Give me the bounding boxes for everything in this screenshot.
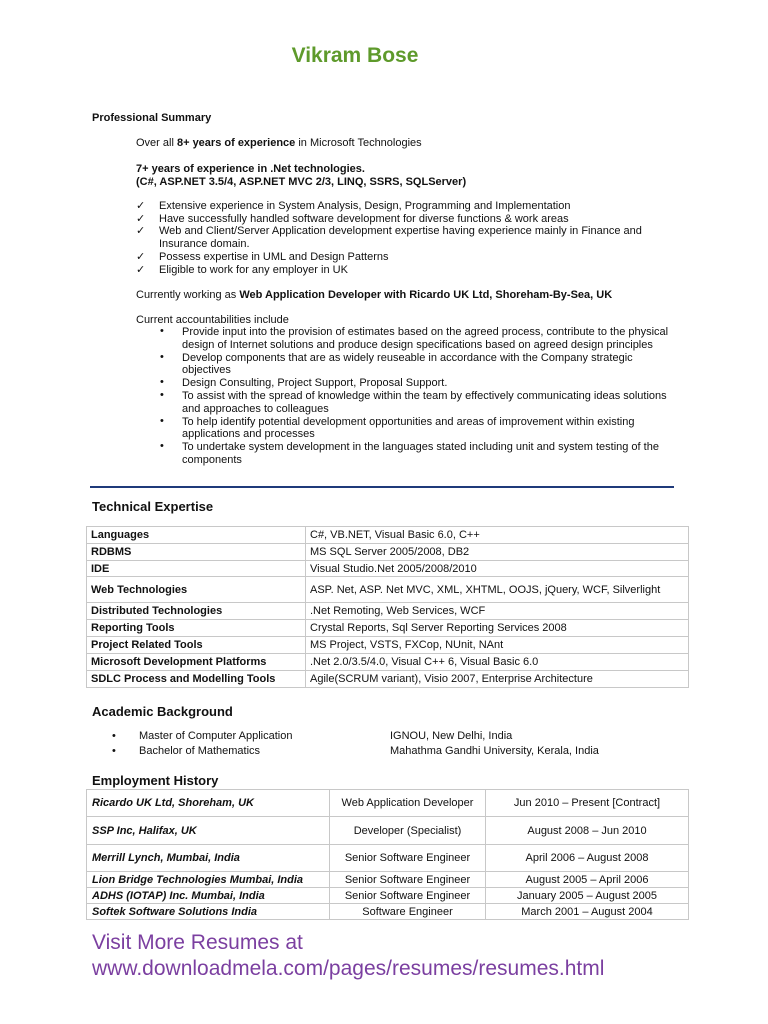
role: Software Engineer — [330, 904, 486, 920]
accountability-text: To help identify potential development opportunities and areas of improvement within existing applications and processes — [182, 415, 635, 441]
table-row — [87, 577, 689, 603]
net-technologies-line: (C#, ASP.NET 3.5/4, ASP.NET MVC 2/3, LINQ, SSRS, SQLServer) — [136, 176, 467, 188]
professional-summary-heading: Professional Summary — [92, 112, 212, 124]
table-row — [87, 888, 689, 904]
accountability-item — [160, 326, 676, 352]
bullet-icon: • — [160, 376, 164, 389]
bullet-icon: • — [160, 414, 164, 427]
table-row — [87, 637, 689, 654]
footer-link[interactable] — [92, 930, 604, 982]
accountability-text: To undertake system development in the languages stated including unit and system testing of the components — [182, 441, 659, 466]
dates: April 2006 – August 2008 — [486, 845, 689, 872]
bullet-icon: • — [160, 388, 164, 401]
company: Lion Bridge Technologies Mumbai, India — [87, 872, 330, 888]
skill-category: RDBMS — [87, 544, 306, 561]
company: Merrill Lynch, Mumbai, India — [87, 845, 330, 872]
accountability-text: Develop components that are as widely reuseable in accordance with the Company strategic objectives — [182, 351, 633, 377]
check-icon: ✓ — [136, 250, 146, 263]
table-row — [87, 527, 689, 544]
dates: March 2001 – August 2004 — [486, 904, 689, 920]
dates: January 2005 – August 2005 — [486, 888, 689, 904]
overall-pre: Over all — [136, 137, 177, 149]
academic-list — [112, 730, 672, 760]
role: Developer (Specialist) — [330, 817, 486, 845]
list-item — [112, 745, 672, 760]
accountability-item — [160, 352, 676, 378]
dates: August 2005 – April 2006 — [486, 872, 689, 888]
company: SSP Inc, Halifax, UK — [87, 817, 330, 845]
check-text: Eligible to work for any employer in UK — [159, 263, 348, 276]
check-item — [136, 251, 684, 264]
current-bold: Web Application Developer with Ricardo UK Ltd, Shoreham-By-Sea, UK — [239, 289, 613, 301]
accountabilities-heading: Current accountabilities include — [136, 314, 289, 326]
employment-history-heading: Employment History — [92, 773, 219, 788]
table-row — [87, 671, 689, 688]
check-icon: ✓ — [136, 212, 146, 225]
skill-category: Microsoft Development Platforms — [87, 654, 306, 671]
table-row — [87, 544, 689, 561]
technical-expertise-heading: Technical Expertise — [92, 499, 214, 514]
check-item — [136, 225, 684, 250]
company: Ricardo UK Ltd, Shoreham, UK — [87, 790, 330, 817]
skill-values: .Net 2.0/3.5/4.0, Visual C++ 6, Visual Basic 6.0 — [306, 654, 689, 671]
bullet-icon: • — [160, 440, 164, 453]
current-position-line — [136, 289, 612, 302]
skill-category: Languages — [87, 527, 306, 544]
degree: Bachelor of Mathematics — [139, 745, 261, 757]
dates: August 2008 – Jun 2010 — [486, 817, 689, 845]
accountability-item — [160, 377, 676, 390]
technical-expertise-table — [86, 526, 689, 688]
degree: Master of Computer Application — [139, 730, 293, 742]
employment-history-table — [86, 789, 689, 920]
accountability-text: Provide input into the provision of estimates based on the agreed process, contribute to the physical design of Internet solutions and produce design specifications based on agreed design principles — [182, 326, 669, 351]
skill-category: Project Related Tools — [87, 637, 306, 654]
table-row — [87, 603, 689, 620]
candidate-name: Vikram Bose — [291, 44, 419, 67]
skill-category: Web Technologies — [87, 577, 306, 603]
dates: Jun 2010 – Present [Contract] — [486, 790, 689, 817]
bullet-icon: • — [160, 350, 164, 363]
check-item — [136, 264, 684, 277]
bullet-icon: • — [160, 325, 164, 337]
skill-values: Agile(SCRUM variant), Visio 2007, Enterprise Architecture — [306, 671, 689, 688]
role: Senior Software Engineer — [330, 872, 486, 888]
bullet-icon: • — [112, 745, 116, 757]
accountability-item — [160, 416, 676, 442]
skill-values: ASP. Net, ASP. Net MVC, XML, XHTML, OOJS, jQuery, WCF, Silverlight — [306, 577, 689, 603]
check-icon: ✓ — [136, 225, 146, 238]
institution: IGNOU, New Delhi, India — [390, 730, 513, 742]
accountability-item — [160, 390, 676, 416]
company: Softek Software Solutions India — [87, 904, 330, 920]
section-divider — [90, 486, 674, 488]
company: ADHS (IOTAP) Inc. Mumbai, India — [87, 888, 330, 904]
skill-values: .Net Remoting, Web Services, WCF — [306, 603, 689, 620]
table-row — [87, 561, 689, 577]
skill-values: MS SQL Server 2005/2008, DB2 — [306, 544, 689, 561]
overall-post: in Microsoft Technologies — [295, 137, 422, 149]
check-item — [136, 213, 684, 226]
skill-category: Distributed Technologies — [87, 603, 306, 620]
check-icon: ✓ — [136, 200, 146, 212]
current-pre: Currently working as — [136, 289, 240, 301]
table-row — [87, 790, 689, 817]
list-item — [112, 730, 672, 745]
accountability-item — [160, 441, 676, 467]
skill-category: SDLC Process and Modelling Tools — [87, 671, 306, 688]
skill-category: IDE — [87, 561, 306, 577]
check-text: Web and Client/Server Application development expertise having experience mainly in Finance and Insurance domain. — [159, 225, 642, 251]
role: Web Application Developer — [330, 790, 486, 817]
skill-values: Visual Studio.Net 2005/2008/2010 — [306, 561, 689, 577]
overall-bold: 8+ years of experience — [176, 137, 296, 149]
net-experience-line: 7+ years of experience in .Net technologies. — [136, 163, 365, 175]
skill-values: Crystal Reports, Sql Server Reporting Services 2008 — [306, 620, 689, 637]
check-item — [136, 200, 684, 213]
table-row — [87, 904, 689, 920]
check-text: Have successfully handled software development for diverse functions & work areas — [159, 212, 569, 225]
summary-checklist — [136, 200, 684, 276]
footer-line-1: Visit More Resumes at — [92, 931, 303, 954]
table-row — [87, 845, 689, 872]
accountabilities-list — [160, 326, 676, 467]
bullet-icon: • — [112, 730, 116, 742]
table-row — [87, 654, 689, 671]
footer-line-2[interactable]: www.downloadmela.com/pages/resumes/resumes.html — [92, 957, 605, 980]
academic-background-heading: Academic Background — [92, 704, 233, 719]
table-row — [87, 620, 689, 637]
accountability-text: To assist with the spread of knowledge within the team by effectively communicating ideas solutions and approaches to colleagues — [182, 389, 667, 415]
skill-values: MS Project, VSTS, FXCop, NUnit, NAnt — [306, 637, 689, 654]
role: Senior Software Engineer — [330, 845, 486, 872]
accountability-text: Design Consulting, Project Support, Proposal Support. — [182, 377, 448, 390]
skill-values: C#, VB.NET, Visual Basic 6.0, C++ — [306, 527, 689, 544]
table-row — [87, 817, 689, 845]
check-text: Extensive experience in System Analysis, Design, Programming and Implementation — [159, 200, 571, 212]
check-icon: ✓ — [136, 263, 146, 276]
role: Senior Software Engineer — [330, 888, 486, 904]
institution: Mahathma Gandhi University, Kerala, India — [390, 745, 599, 757]
overall-experience-line — [136, 137, 422, 150]
table-row — [87, 872, 689, 888]
skill-category: Reporting Tools — [87, 620, 306, 637]
check-text: Possess expertise in UML and Design Patterns — [159, 250, 389, 263]
